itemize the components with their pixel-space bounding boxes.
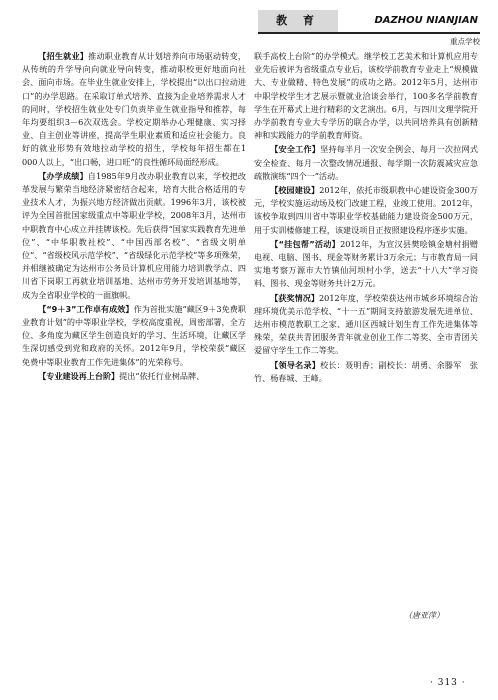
paragraph — [254, 238, 478, 291]
paragraph-text: 2012年，为宣汉县樊哙镇金塘村捐赠电视、电脑、图书、现金等财务累计3万余元；与市教育局一同实地考察万源市大竹镇仙河坝村小学，送去“十八大”学习资料、图书、现金等财务共计2万元。 — [254, 238, 479, 289]
paragraph-text: 2012年度，学校荣获达州市城乡环境综合治理环境优美示范学校、“十一五”期间支持旅游发展先进单位、达州市模范教职工之家、通川区西城计划生育工作先进集体等殊荣，荣获共青团服务青年就业创业工作二等奖、全市青团关爱留守学生工作二等奖。 — [254, 292, 478, 356]
running-header — [258, 10, 480, 34]
paragraph — [22, 50, 246, 169]
paragraph-text: 2012年，依托市级职教中心建设资金300万元，学校实施运动场及校门改建工程，业竣工使用。2012年，该校争取到四川省中等职业学校基础能力建设资金500万元，用于实训楼修建工程，该建设项目正按照建设程序逐步实施。 — [254, 185, 478, 235]
paragraph — [22, 370, 246, 383]
paragraph-text: 联手高校上台阶”的办学模式。继学校工艺美术和计算机应用专业先后被评为省级重点专业后，该校学前教育专业走上“规模做大、专业做精、特色发展”的成功之路。2012年5月，达州市中职学校学生才艺展示暨就业洽谈会举行，100多名学前教育学生在开幕式上进行精彩的文艺演出。6月，与四川文理学院开办学前教育专业大专学历的联合办学，以共同培养具有创新精神和实践能力的学前教育师资。 — [254, 51, 478, 141]
author-signature: （唐亚萍） — [404, 611, 444, 620]
paragraph — [22, 303, 246, 369]
page-number: · 313 · — [430, 678, 466, 688]
paragraph — [254, 359, 478, 385]
paragraph-heading: 【专业建设再上台阶】 — [38, 370, 120, 381]
paragraph — [254, 50, 478, 142]
paragraph-heading: 【安全工作】 — [270, 144, 321, 155]
paragraph-heading: 【校园建设】 — [270, 185, 320, 196]
yearbook-title: DAZHOU NIANJIAN — [374, 15, 478, 26]
paragraph — [22, 170, 246, 302]
paragraph-heading: 【办学成绩】 — [38, 170, 88, 181]
paragraph-text: 作为首批实施“藏区9＋3免费职业教育计划”的中等职业学校，学校高度重视，周密部署，全方位、多角度为藏区学生创造良好的学习、生活环境，让藏区学生深切感受到党和政府的关怀。2012年9月，学校荣获“藏区免费中等职业教育工作先进集体”的光荣称号。 — [22, 303, 246, 367]
paragraph — [254, 292, 478, 358]
sub-section-label: 重点学校 — [450, 37, 480, 46]
paragraph-text: 自1985年9月改办职业教育以来，学校把改革发展与繁荣当地经济紧密结合起来，培育大批合格适用的专业技术人才，为振兴地方经济做出贡献。1996年3月，该校被评为全国首批国家级重点中等职业学校，2008年3月，达州市中职教育中心成立并挂牌该校。先后获得“国家实践教育先进单位”、“中华职教社校”、“中国西部名校”、“省级文明单位”、“省级校风示范学校”、“省级绿化示范学校”等多项殊荣，并相继被确定为达州市公务员计算机应用能力培训教学点、四川省下岗职工再就业培训基地、达州市劳务开发培训基地等，成为全省职业学校的一面旗帜。 — [22, 170, 246, 300]
paragraph-text: 校长：聂明香；副校长：胡勇、余滕军 张竹、杨春城、王峰。 — [254, 359, 478, 383]
paragraph — [254, 143, 478, 183]
paragraph-heading: 【“挂包帮”活动】 — [270, 238, 341, 249]
paragraph-heading: 【招生就业】 — [38, 51, 89, 61]
right-column — [254, 50, 478, 385]
paragraph-heading: 【获奖情况】 — [270, 292, 320, 303]
paragraph-text: 提出“依托行业树品牌、 — [119, 370, 205, 381]
paragraph-text: 坚持每半月一次安全例会、每月一次拉网式安全检查、每月一次整改情况通报、每学期一次防震减灾应急疏散演练“四个一”活动。 — [254, 144, 478, 181]
section-label: 教 育 — [258, 10, 338, 32]
left-column — [22, 50, 246, 383]
paragraph-heading: 【“9＋3”工作卓有成效】 — [38, 303, 134, 314]
paragraph — [254, 184, 478, 237]
paragraph-text: 推动职业教育从计划培养向市场驱动转变，从传统的升学导向向就业导向转变，推动职校更好地面向社会、面向市场。在毕业生就业安排上，学校提出“以出口拉动进口”的办学思路。在采取订单式培养、直接为企业培养需求人才的同时，学校招生就业处专门负责毕业生就业指导和推荐，每年均要组织3－6次双选会。学校定期举办心理健康、实习择业、自主创业等讲座，提高学生职业素质和适应社会能力。良好的就业形势有效地拉动学校的招生，学校每年招生都在1 000人以上，“出口畅，进口旺”的良性循环局面经形成。 — [22, 51, 246, 167]
paragraph-heading: 【领导名录】 — [270, 359, 321, 370]
